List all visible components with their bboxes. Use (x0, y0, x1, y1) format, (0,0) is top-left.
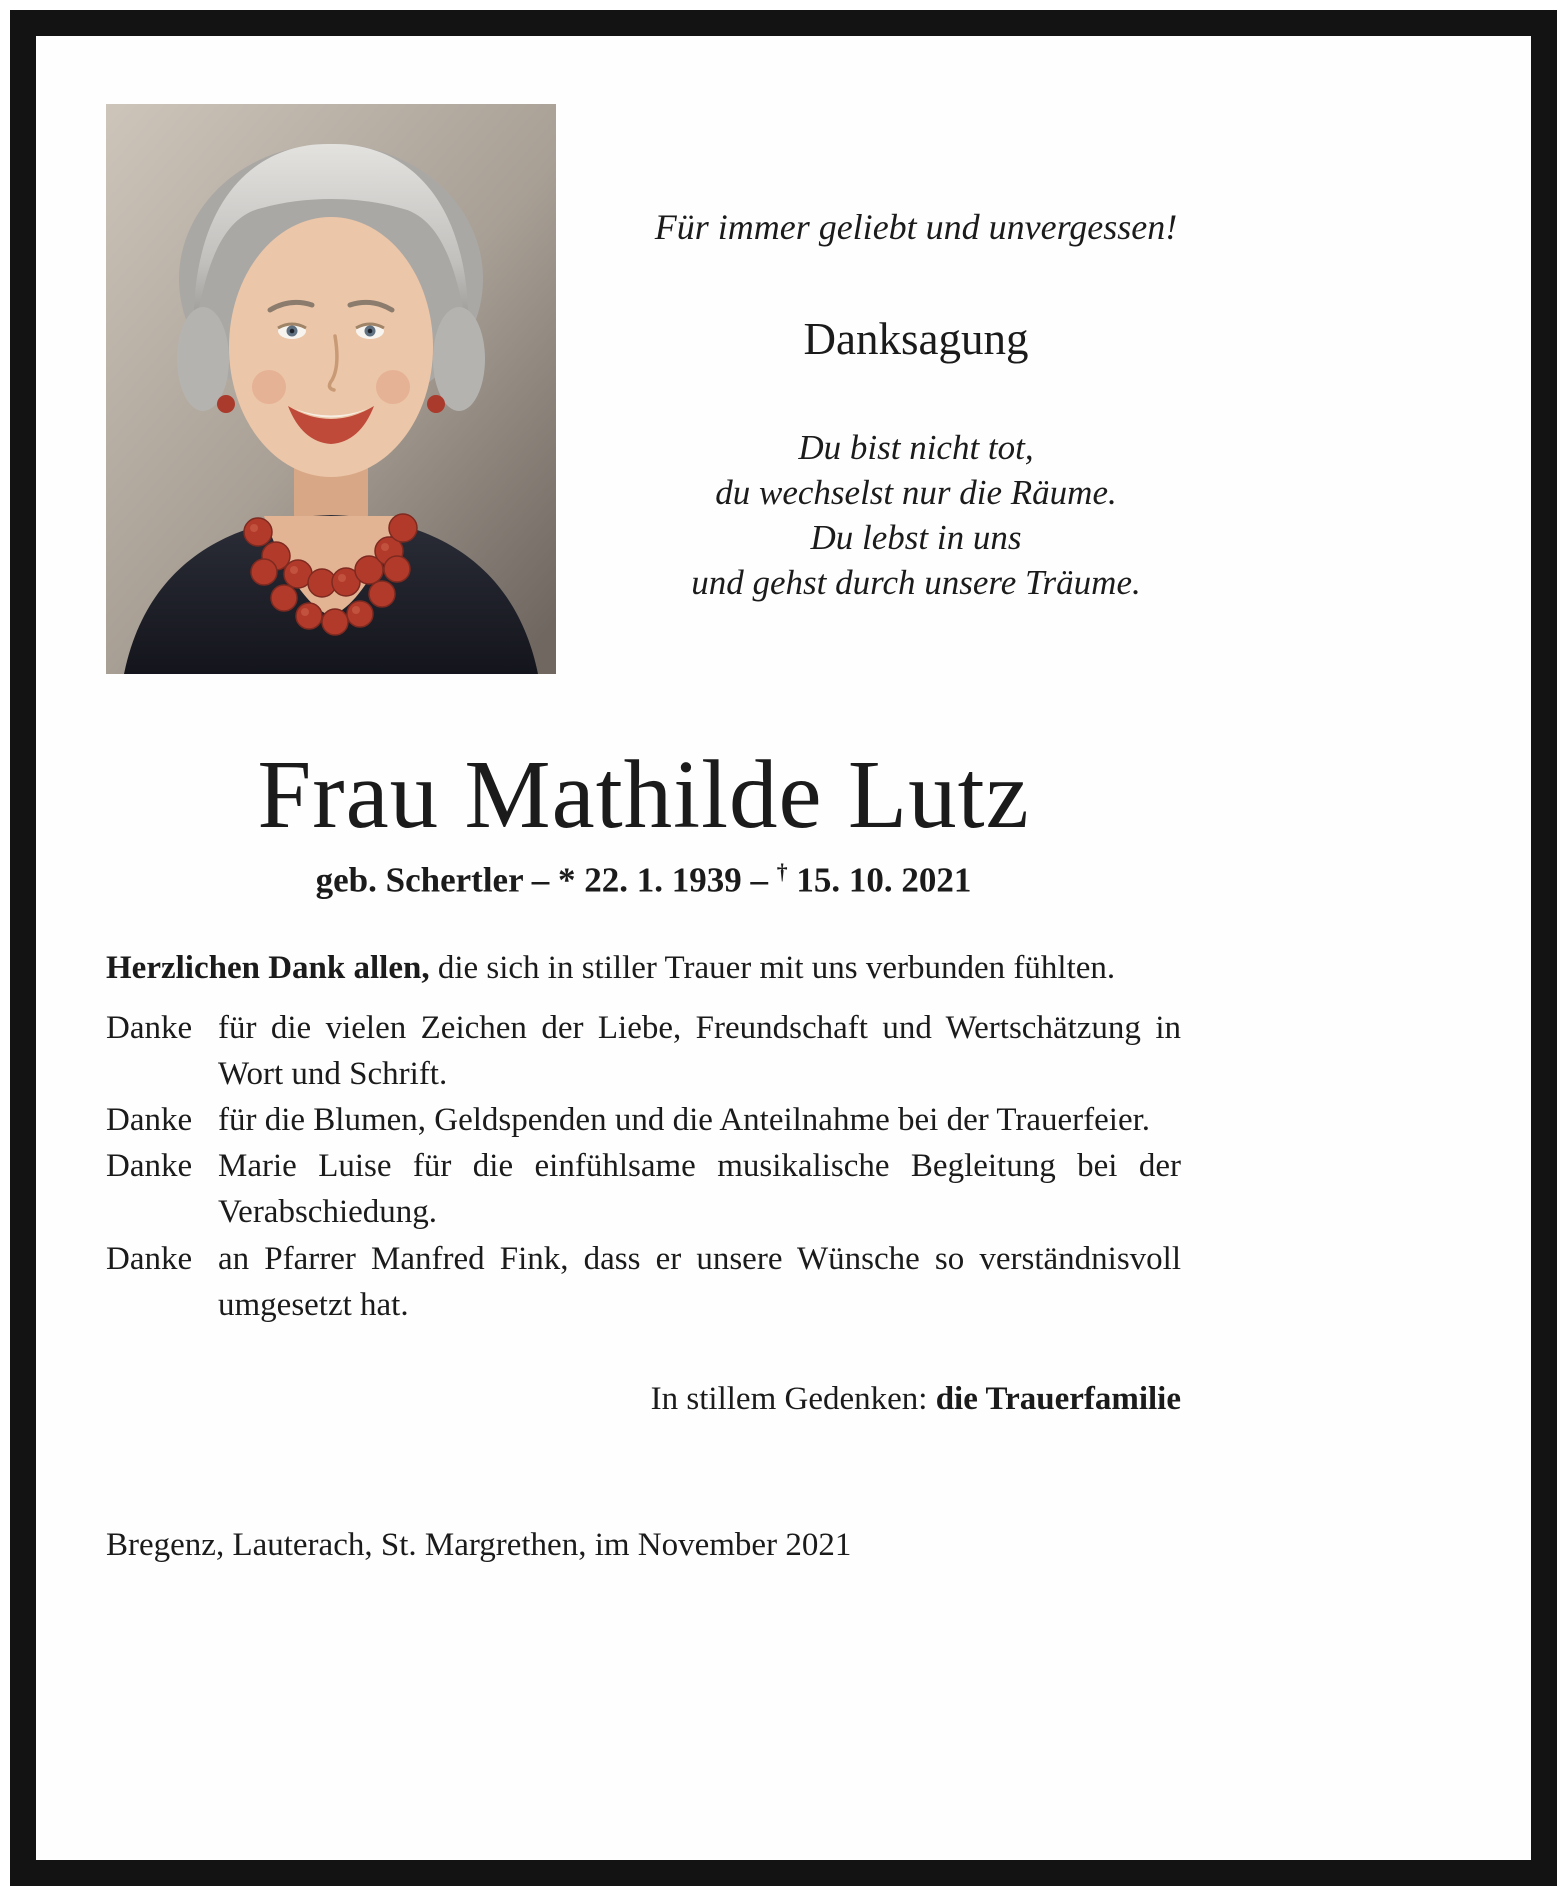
thanks-intro-rest: die sich in stiller Trauer mit uns verbunden fühlten. (429, 949, 1116, 986)
thanks-intro-bold: Herzlichen Dank allen, (106, 949, 430, 986)
thanks-item (106, 1143, 1181, 1235)
thanks-term: Danke (106, 1148, 193, 1185)
name-block (106, 741, 1181, 901)
thanks-intro (106, 945, 1181, 991)
poem-line: Du lebst in uns (810, 518, 1022, 558)
poem-line: Du bist nicht tot, (798, 428, 1034, 468)
thanks-term: Danke (106, 1240, 193, 1277)
thanks-item (106, 1236, 1181, 1328)
thanks-section (106, 945, 1181, 1569)
tagline: Für immer geliebt und unvergessen! (654, 207, 1178, 247)
closing-regular: In stillem Gedenken: (650, 1381, 936, 1417)
portrait-photo (106, 104, 556, 674)
thanks-term: Danke (106, 1009, 193, 1046)
thanks-list (106, 1005, 1181, 1328)
black-frame (10, 10, 1557, 1886)
closing-bold: die Trauerfamilie (935, 1381, 1181, 1417)
thanks-term: Danke (106, 1102, 193, 1139)
thanks-text: für die vielen Zeichen der Liebe, Freundschaft und Wertschätzung in Wort und Schrift. (218, 1009, 1181, 1092)
thanks-text: Marie Luise für die einfühlsame musikalische Begleitung bei der Verabschiedung. (218, 1148, 1181, 1231)
deceased-name: Frau Mathilde Lutz (257, 741, 1030, 848)
places-date-line: Bregenz, Lauterach, St. Margrethen, im November 2021 (106, 1527, 852, 1564)
closing-line (106, 1376, 1181, 1422)
notice-title: Danksagung (803, 313, 1029, 364)
poem-line: du wechselst nur die Räume. (715, 473, 1117, 513)
birth-info: geb. Schertler – * 22. 1. 1939 – (315, 860, 777, 900)
notice-content (36, 36, 1531, 1568)
poem-line: und gehst durch unsere Träume. (691, 563, 1141, 603)
thanks-text: für die Blumen, Geldspenden und die Anteilnahme bei der Trauerfeier. (218, 1102, 1151, 1139)
poem (556, 425, 1276, 606)
thanks-item (106, 1097, 1181, 1143)
portrait-illustration (106, 104, 556, 674)
death-date: 15. 10. 2021 (787, 860, 972, 900)
header-column (556, 104, 1276, 606)
thanks-item (106, 1005, 1181, 1097)
birth-death-line (106, 860, 1181, 901)
dagger-symbol: † (776, 859, 788, 884)
top-row (106, 104, 1531, 674)
thanks-text: an Pfarrer Manfred Fink, dass er unsere Wünsche so verständnisvoll umgesetzt hat. (218, 1240, 1181, 1323)
